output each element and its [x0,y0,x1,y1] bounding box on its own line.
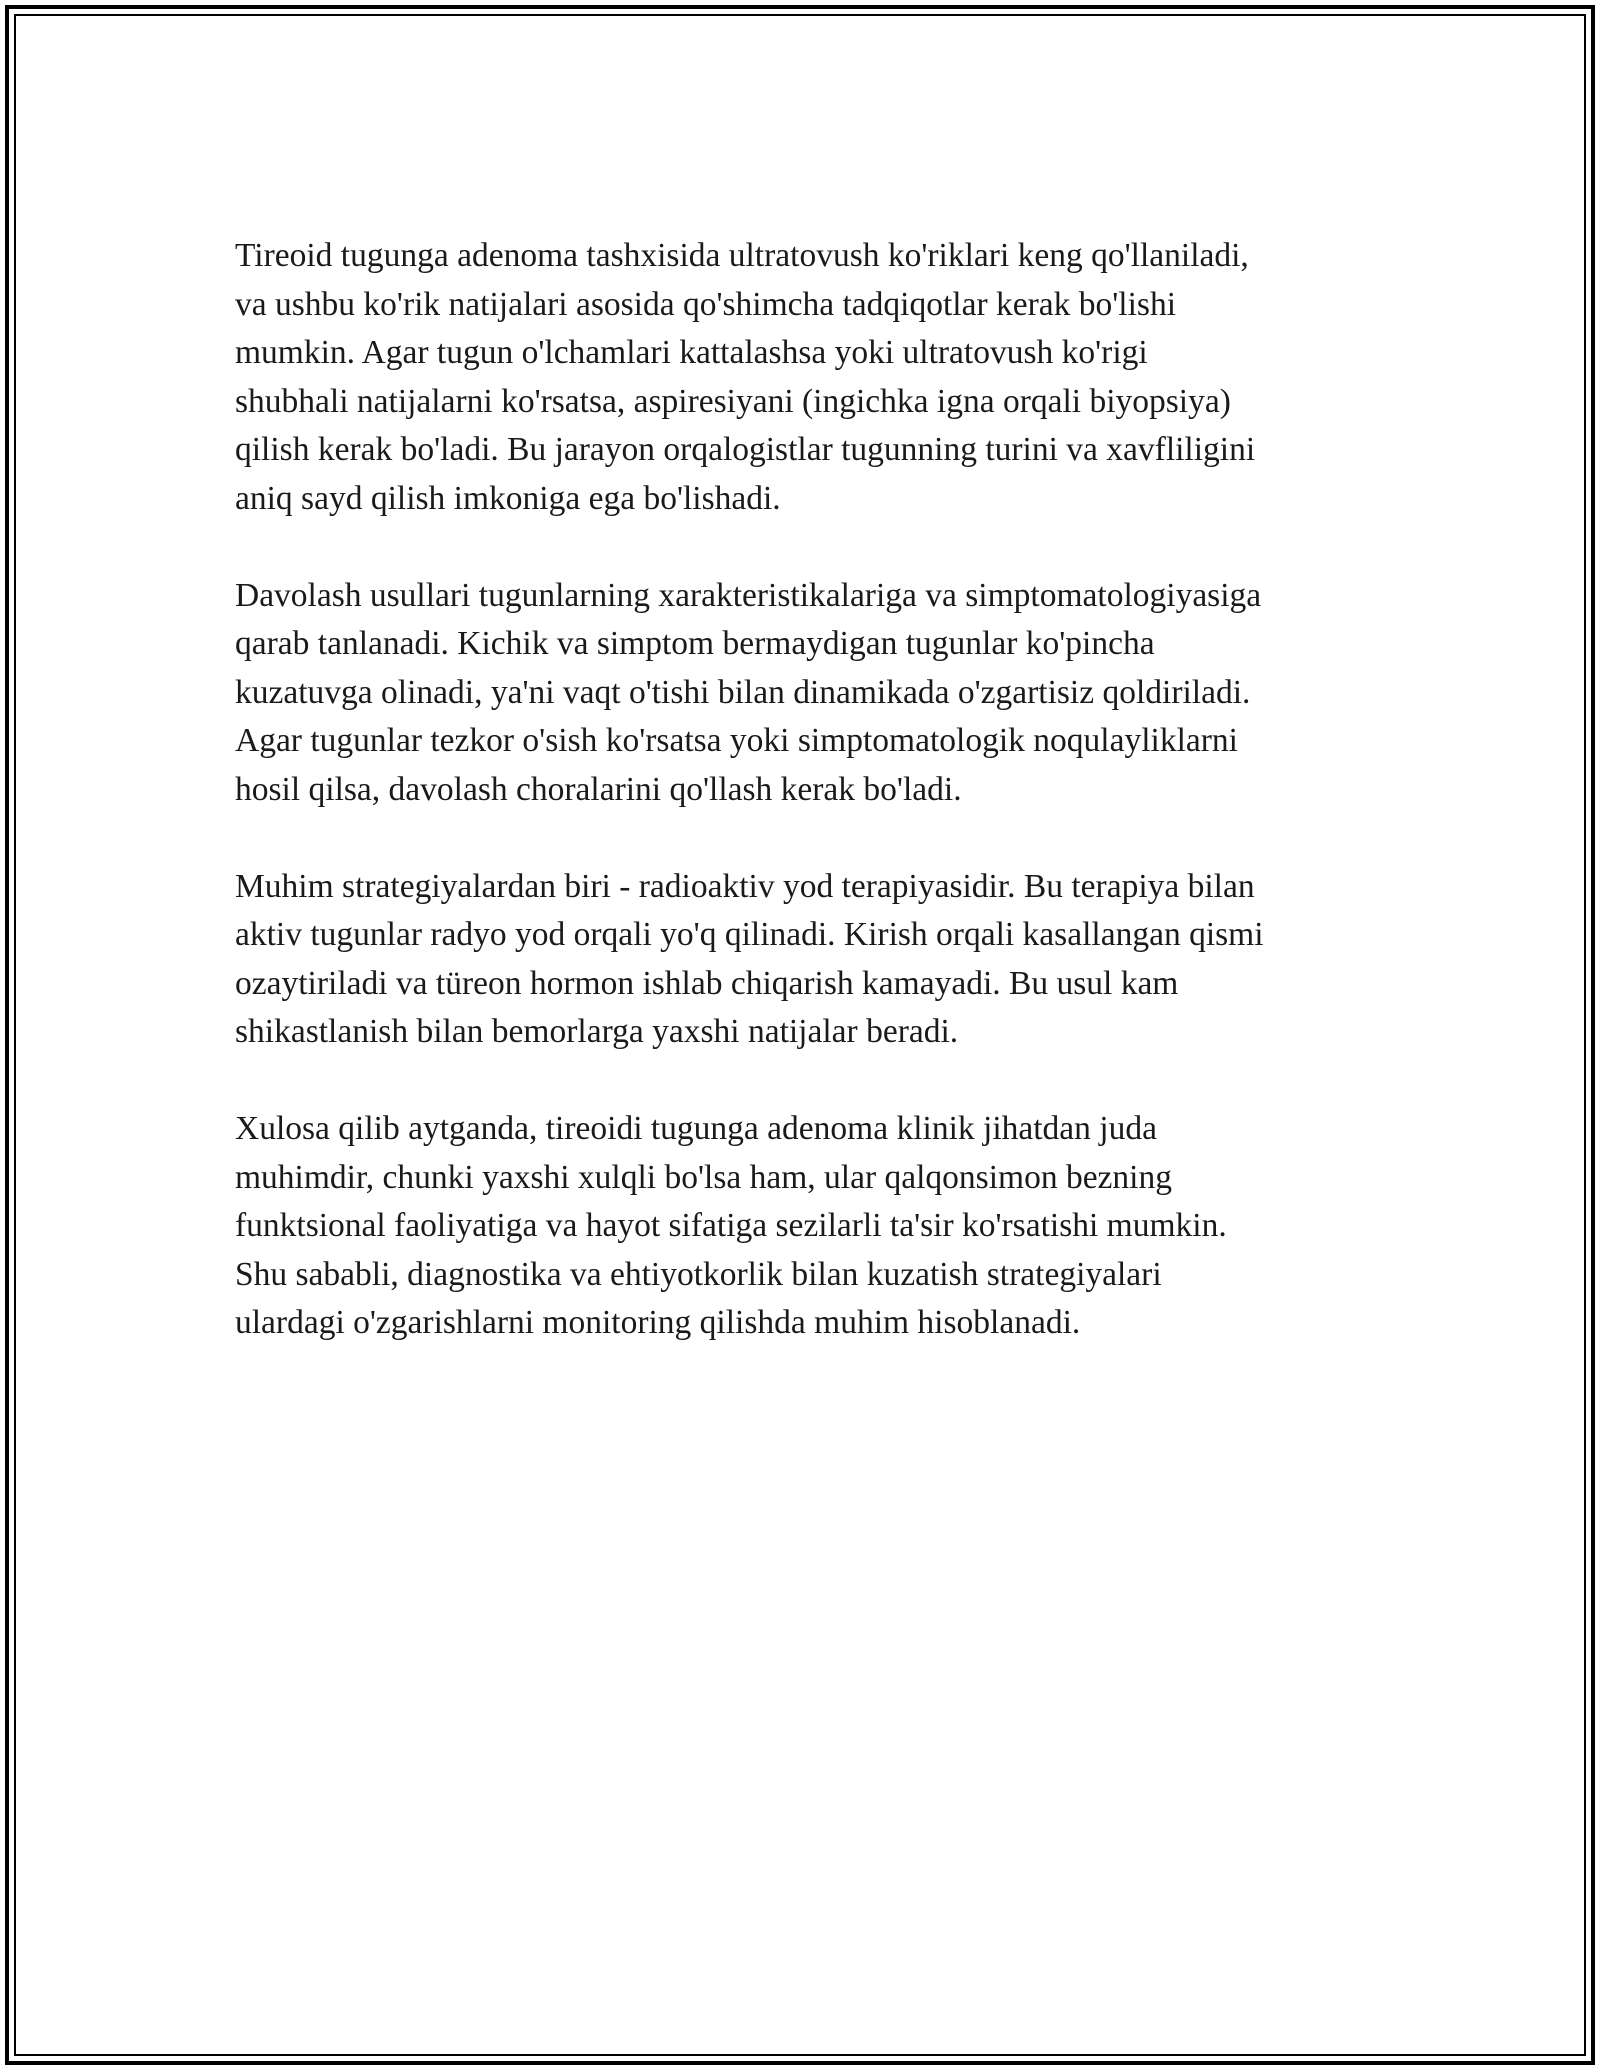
paragraph-strategy [235,863,1375,1057]
text-line: mumkin. Agar tugun o'lchamlari kattalashsa yoki ultratovush ko'rigi [235,334,1148,371]
text-line: Agar tugunlar tezkor o'sish ko'rsatsa yoki simptomatologik noqulayliklarni [235,722,1238,759]
text-line: kuzatuvga olinadi, ya'ni vaqt o'tishi bilan dinamikada o'zgartisiz qoldiriladi. [235,673,1251,711]
text-line: funktsional faoliyatiga va hayot sifatiga sezilarli ta'sir ko'rsatishi mumkin. [235,1207,1227,1244]
text-line: qarab tanlanadi. Kichik va simptom bermaydigan tugunlar ko'pincha [235,625,1155,662]
paragraph-diagnosis [235,232,1375,523]
text-line: shikastlanish bilan bemorlarga yaxshi natijalar beradi. [235,1013,959,1050]
paragraph-conclusion [235,1105,1375,1348]
text-line: shubhali natijalarni ko'rsatsa, aspiresiyani (ingichka igna orqali biyopsiya) [235,382,1231,420]
text-line: aniq sayd qilish imkoniga ega bo'lishadi. [235,479,781,517]
text-line: hosil qilsa, davolash choralarini qo'llash kerak bo'ladi. [235,770,962,808]
text-line: Xulosa qilib aytganda, tireoidi tugunga adenoma klinik jihatdan juda [235,1110,1157,1147]
text-line: ulardagi o'zgarishlarni monitoring qilishda muhim hisoblanadi. [235,1304,1081,1341]
text-line: aktiv tugunlar radyo yod orqali yo'q qilinadi. Kirish orqali kasallangan qismi [235,916,1264,953]
paragraph-treatment [235,572,1375,815]
text-line: Tireoid tugunga adenoma tashxisida ultratovush ko'riklari keng qo'llaniladi, [235,237,1249,274]
text-line: Muhim strategiyalardan biri - radioaktiv yod terapiyasidir. Bu terapiya bilan [235,867,1255,905]
text-line: qilish kerak bo'ladi. Bu jarayon orqalogistlar tugunning turini va xavfliligini [235,431,1256,468]
text-line: ozaytiriladi va türeon hormon ishlab chiqarish kamayadi. Bu usul kam [235,964,1179,1002]
text-line: Shu sababli, diagnostika va ehtiyotkorlik bilan kuzatish strategiyalari [235,1255,1162,1293]
text-line: va ushbu ko'rik natijalari asosida qo'shimcha tadqiqotlar kerak bo'lishi [235,285,1177,323]
text-line: muhimdir, chunki yaxshi xulqli bo'lsa ham, ular qalqonsimon bezning [235,1158,1172,1196]
document-body [235,232,1375,1396]
text-line: Davolash usullari tugunlarning xarakteristikalariga va simptomatologiyasiga [235,576,1262,614]
